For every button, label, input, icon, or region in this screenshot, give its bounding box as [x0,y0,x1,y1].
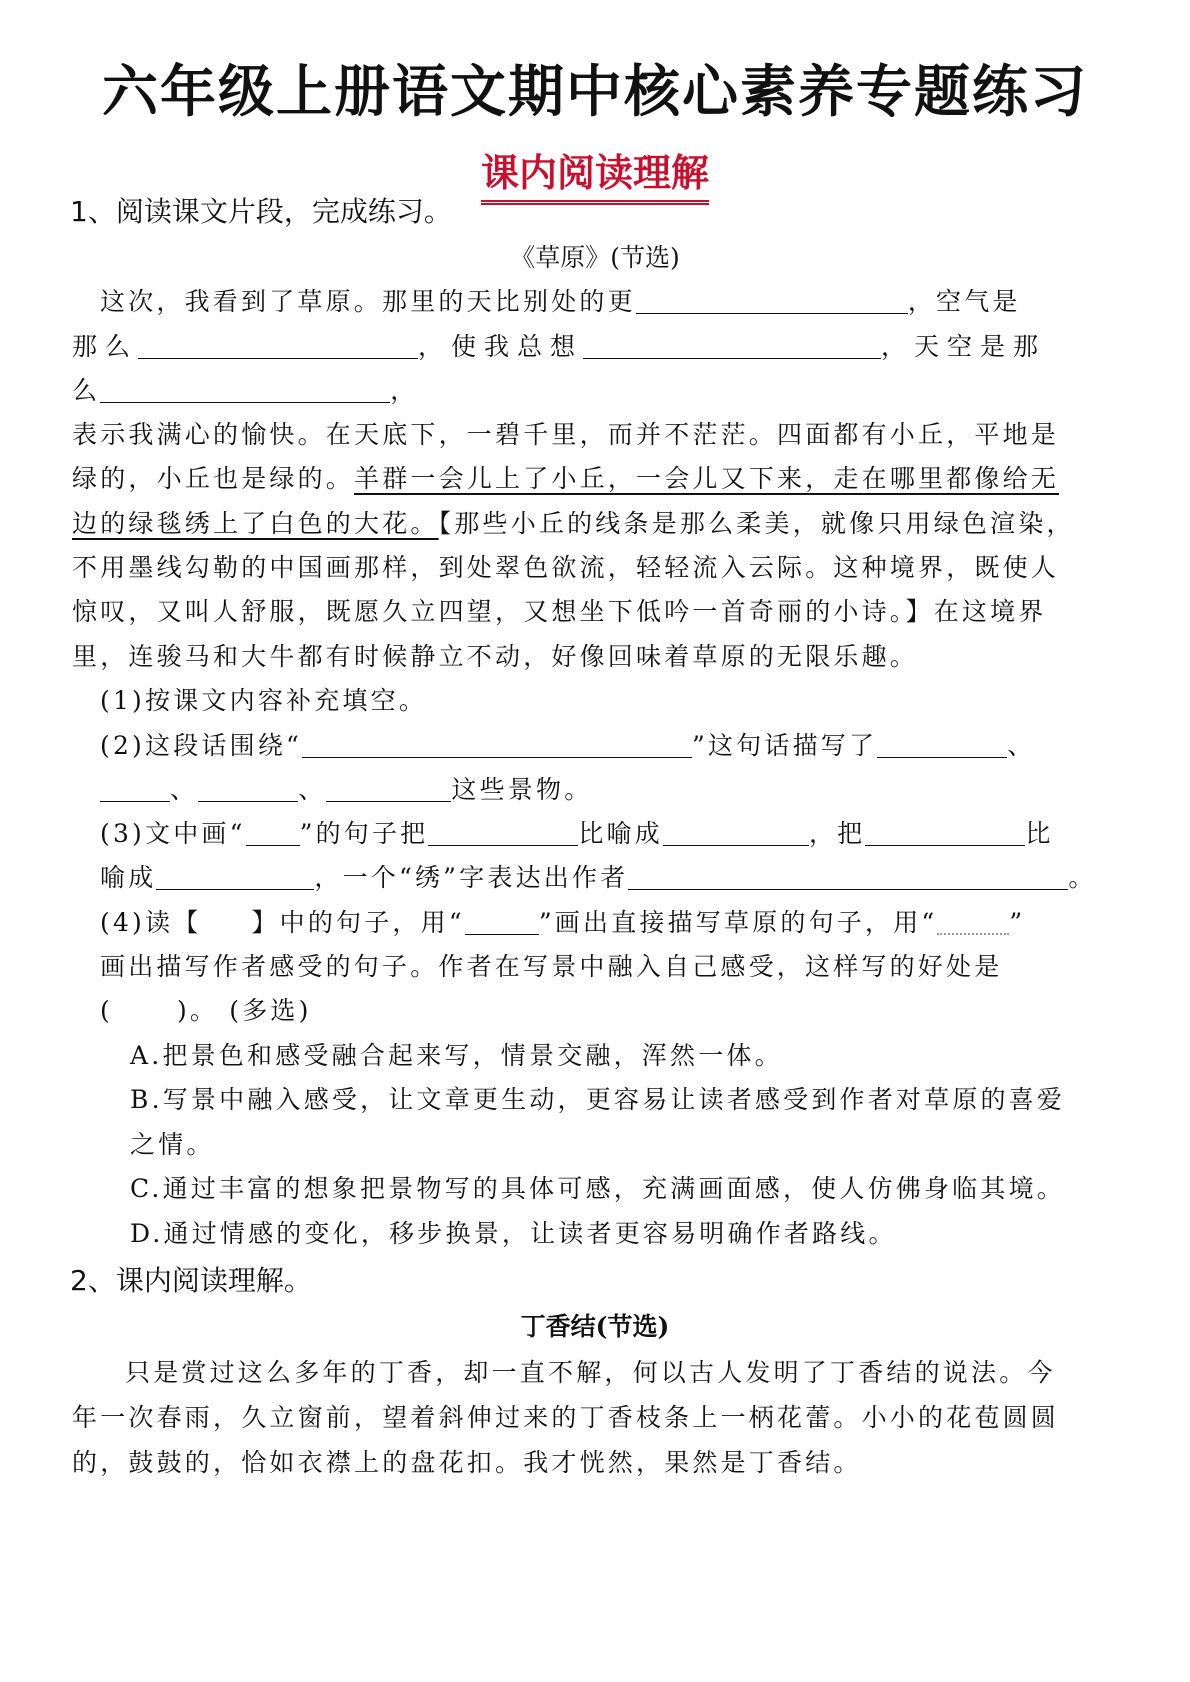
fill-blank[interactable] [865,817,1025,846]
fill-blank[interactable] [302,729,692,758]
section-subtitle-text: 课内阅读理解 [481,148,709,205]
sub-question-4-cont: 画出描写作者感受的句子。作者在写景中融入自己感受，这样写的好处是 [100,952,1003,981]
fill-blank[interactable] [877,729,1007,758]
sub-question-4-answer: ( )。 (多选) [100,996,312,1025]
passage-1-line-1: 这次，我看到了草原。那里的天比别处的更 ，空气是 [100,287,1021,316]
sub-question-2-cont: 、 、 这些景物。 [100,770,1146,810]
sub-question-1: (1)按课文内容补充填空。 [100,686,428,715]
passage-1-title: 《草原》(节选) [510,243,680,272]
fill-blank[interactable] [636,285,908,314]
passage-2-line-3: 的，鼓鼓的，恰如衣襟上的盘花扣。我才恍然，果然是丁香结。 [72,1448,862,1477]
sub-question-3-cont: 喻成 ，一个“绣”字表达出作者 。 [100,863,1097,892]
fill-blank[interactable] [663,817,809,846]
fill-blank[interactable] [198,773,298,802]
passage-1-line-3: 么 ， [72,376,419,405]
passage-2-title: 丁香结(节选) [520,1312,670,1341]
question-2-heading: 2、课内阅读理解。 [70,1264,312,1297]
passage-1-line-2: 那么 ，使我总想 ，天空是那 [72,332,1047,361]
fill-blank[interactable] [100,374,390,403]
option-b-cont: 之情。 [130,1130,215,1159]
fill-blank[interactable] [465,906,539,935]
passage-2-line-1: 只是赏过这么多年的丁香，却一直不解，何以古人发明了丁香结的说法。今 [125,1358,1056,1387]
passage-1-line-8: 惊叹，又叫人舒服，既愿久立四望，又想坐下低吟一首奇丽的小诗。】在这境界 [72,597,1047,626]
sub-question-2: (2)这段话围绕“ ”这句话描写了 、 [100,731,1036,760]
fill-blank[interactable] [326,773,451,802]
fill-blank[interactable] [246,817,300,846]
option-d: D.通过情感的变化，移步换景，让读者更容易明确作者路线。 [130,1219,897,1248]
question-1-heading: 1、阅读课文片段，完成练习。 [70,195,452,228]
passage-1-line-6: 边的绿毯绣上了白色的大花。【那些小丘的线条是那么柔美，就像只用绿色渲染， [72,509,1075,538]
option-b: B.写景中融入感受，让文章更生动，更容易让读者感受到作者对草原的喜爱 [130,1085,1066,1114]
fill-blank[interactable] [156,861,314,890]
fill-blank[interactable] [100,773,170,802]
fill-blank[interactable] [428,817,578,846]
page-title: 六年级上册语文期中核心素养专题练习 [102,60,1088,125]
passage-1-line-9: 里，连骏马和大牛都有时候静立不动，好像回味着草原的无限乐趣。 [72,642,919,671]
passage-1-line-4: 表示我满心的愉快。在天底下，一碧千里，而并不茫茫。四面都有小丘，平地是 [72,420,1060,449]
passage-1-line-7: 不用墨线勾勒的中国画那样，到处翠色欲流，轻轻流入云际。这种境界，既使人 [72,553,1060,582]
passage-1-line-5: 绿的，小丘也是绿的。羊群一会儿上了小丘，一会儿又下来，走在哪里都像给无 [72,464,1060,493]
passage-2-line-2: 年一次春雨，久立窗前，望着斜伸过来的丁香枝条上一柄花蕾。小小的花苞圆圆 [72,1403,1060,1432]
option-a: A.把景色和感受融合起来写，情景交融，浑然一体。 [130,1041,783,1070]
sub-question-3: (3)文中画“ ”的句子把 比喻成 ，把 比 [100,819,1054,848]
fill-blank[interactable] [583,330,881,359]
option-c: C.通过丰富的想象把景物写的具体可感，充满画面感，使人仿佛身临其境。 [130,1174,1065,1203]
fill-blank[interactable] [628,861,1068,890]
fill-blank[interactable] [138,330,418,359]
wavy-line-mark[interactable] [937,907,1009,935]
sub-question-4: (4)读【 】中的句子，用“ ”画出直接描写草原的句子，用“ ” [100,908,1026,937]
